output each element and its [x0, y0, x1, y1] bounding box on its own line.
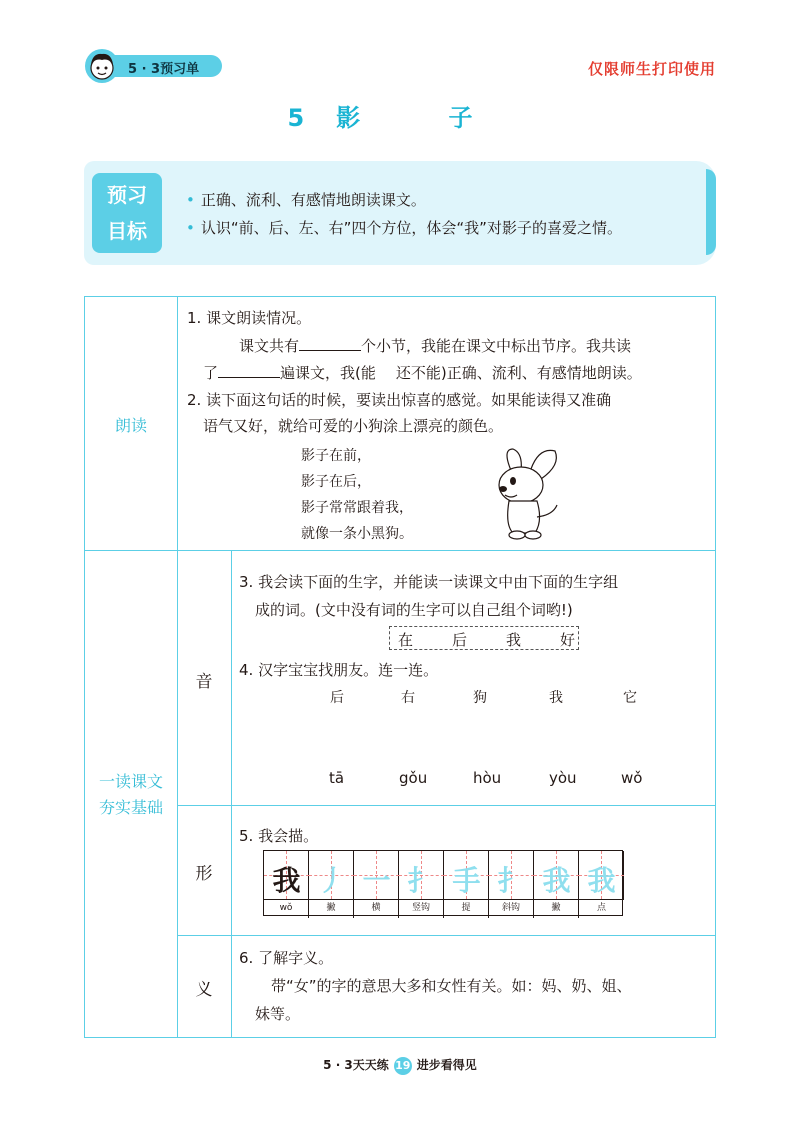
reading-label: 朗读 — [114, 416, 147, 435]
tracing-cell[interactable]: 手 — [444, 851, 489, 899]
match-character[interactable]: 后 — [330, 690, 344, 706]
foundation-label-line2: 夯实基础 — [98, 798, 163, 817]
stroke-name: 提 — [444, 900, 489, 918]
stroke-names-row — [264, 899, 624, 917]
match-character[interactable]: 狗 — [473, 690, 487, 706]
page-number: 19 — [394, 1057, 412, 1075]
q3-line1: 3. 我会读下面的生字，并能读一读课文中由下面的生字组 — [239, 573, 619, 591]
q1-line1: 课文共有 个小节，我能在课文中标出节序。我共读 — [239, 337, 632, 355]
goals-tag-line1: 预习 — [107, 183, 147, 207]
new-character: 好 — [560, 631, 576, 649]
q1-line2: 了 遍课文，我(能 还不能)正确、流利、有感情地朗读。 — [203, 364, 642, 382]
lesson-name: 影 子 — [336, 104, 513, 132]
match-character[interactable]: 我 — [549, 690, 563, 706]
tracing-cell[interactable]: 我 — [264, 851, 309, 899]
grid-line — [85, 550, 715, 551]
read-times-blank[interactable] — [218, 364, 280, 378]
q1-title: 1. 课文朗读情况。 — [187, 309, 312, 327]
q2-line2: 语气又好，就给可爱的小狗涂上漂亮的颜色。 — [203, 417, 504, 435]
stroke-name: 横 — [354, 900, 399, 918]
match-pinyin[interactable]: yòu — [549, 769, 577, 787]
match-pinyin[interactable]: hòu — [473, 769, 502, 787]
q6-title: 6. 了解字义。 — [239, 949, 334, 967]
poem-line: 影子在前， — [301, 448, 371, 464]
q6-line1: 带“女”的字的意思大多和女性有关。如：妈、奶、姐、 — [271, 977, 632, 995]
header-badge — [84, 48, 222, 82]
goals-tag — [92, 173, 162, 253]
new-character: 后 — [452, 631, 468, 649]
stroke-name: 撇 — [309, 900, 354, 918]
grid-line — [177, 805, 715, 806]
tracing-cell[interactable]: 一 — [354, 851, 399, 899]
exercise-table — [84, 296, 716, 1038]
match-pinyin[interactable]: gǒu — [399, 769, 428, 787]
footer-brand: 5 · 3天天练 — [323, 1058, 389, 1072]
stroke-tracing-grid — [263, 850, 623, 916]
new-character: 我 — [506, 631, 522, 649]
q2-line1: 2. 读下面这句话的时候，要读出惊喜的感觉。如果能读得又准确 — [187, 391, 612, 409]
stroke-name: 竖钩 — [399, 900, 444, 918]
tracing-cell[interactable]: 我 — [534, 851, 579, 899]
preview-goals-box — [84, 161, 716, 265]
match-character[interactable]: 它 — [623, 690, 637, 706]
mascot-icon — [84, 48, 120, 84]
match-pinyin[interactable]: tā — [329, 769, 345, 787]
match-character[interactable]: 右 — [401, 690, 415, 706]
new-character: 在 — [398, 631, 414, 649]
page-footer — [0, 1056, 800, 1075]
lesson-number: 5 — [287, 104, 307, 132]
q4-title: 4. 汉字宝宝找朋友。连一连。 — [239, 661, 439, 679]
lesson-title — [0, 98, 800, 133]
goal-item: • 正确、流利、有感情地朗读课文。 — [186, 191, 426, 209]
stroke-name: 撇 — [534, 900, 579, 918]
shape-label: 形 — [195, 864, 213, 884]
new-characters-box — [389, 626, 579, 650]
q5-title: 5. 我会描。 — [239, 827, 319, 845]
tracing-cell[interactable]: 扌 — [489, 851, 534, 899]
tracing-cell[interactable]: 丿 — [309, 851, 354, 899]
stroke-name: 点 — [596, 903, 606, 913]
header-badge-text: 5 · 3预习单 — [128, 62, 200, 77]
section-count-blank[interactable] — [299, 337, 361, 351]
grid-line — [177, 935, 715, 936]
footer-slogan: 进步看得见 — [416, 1058, 477, 1072]
q6-line2: 妹等。 — [255, 1005, 301, 1023]
poem-line: 就像一条小黑狗。 — [301, 526, 413, 542]
puppy-coloring-icon[interactable] — [483, 445, 567, 543]
grid-line — [231, 550, 232, 1037]
goal-item: • 认识“前、后、左、右”四个方位，体会“我”对影子的喜爱之情。 — [186, 219, 622, 237]
sound-label: 音 — [195, 672, 213, 692]
stroke-name: wǒ — [264, 900, 309, 918]
foundation-label-line1: 一读课文 — [98, 772, 163, 791]
tracing-cell[interactable]: 扌 — [399, 851, 444, 899]
meaning-label: 义 — [195, 980, 213, 1000]
poem-line: 影子常常跟着我， — [301, 500, 413, 516]
q3-line2: 成的词。(文中没有词的生字可以自己组个词哟!) — [255, 601, 573, 619]
poem-line: 影子在后， — [301, 474, 371, 490]
goals-edge-decoration — [706, 169, 716, 255]
print-restriction-note: 仅限师生打印使用 — [587, 60, 716, 78]
goals-tag-line2: 目标 — [107, 219, 147, 243]
tracing-cell[interactable]: 我 — [579, 851, 624, 899]
match-pinyin[interactable]: wǒ — [621, 769, 643, 787]
stroke-name: 斜钩 — [489, 900, 534, 918]
